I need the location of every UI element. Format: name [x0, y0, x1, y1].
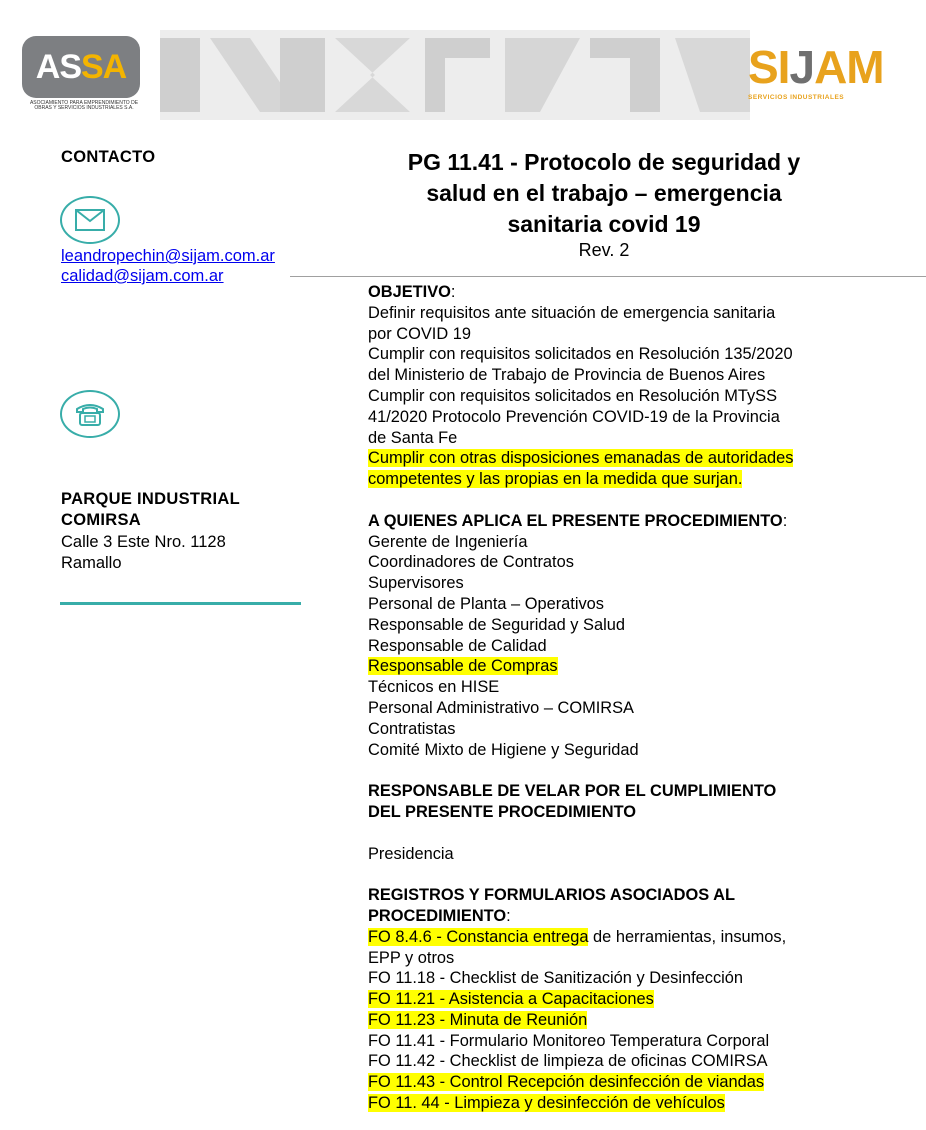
assa-logo-letters-a: AS	[35, 47, 81, 86]
location-heading-line-2: COMIRSA	[61, 511, 142, 529]
aplica-item: Responsable de Seguridad y Salud	[368, 615, 625, 634]
email-link-leandropechin[interactable]: leandropechin@sijam.com.ar	[61, 247, 275, 265]
aplica-item: Técnicos en HISE	[368, 678, 500, 697]
aplica-item: Gerente de Ingeniería	[368, 532, 528, 551]
document-title-line-3: sanitaria covid 19	[507, 211, 701, 237]
registro-fo1121: FO 11.21 - Asistencia a Capacitaciones	[368, 990, 654, 1009]
document-body	[368, 282, 848, 1114]
registros-heading-line-2-wrap	[368, 906, 848, 927]
responsable-heading-line-1: RESPONSABLE DE VELAR POR EL CUMPLIMIENTO	[368, 782, 777, 801]
assa-logo	[22, 36, 140, 98]
registro-fo1118: FO 11.18 - Checklist de Sanitización y Desinfección	[368, 969, 744, 988]
aplica-item: Personal Administrativo – COMIRSA	[368, 698, 634, 717]
registro-fo846	[368, 927, 848, 948]
responsable-value: Presidencia	[368, 844, 454, 863]
envelope-icon	[60, 196, 120, 244]
registro-fo1141: FO 11.41 - Formulario Monitoreo Temperatura Corporal	[368, 1031, 770, 1050]
sijam-logo-am: AM	[814, 41, 884, 93]
aplica-item: Responsable de Calidad	[368, 636, 547, 655]
objetivo-heading: OBJETIVO	[368, 283, 451, 301]
aplica-item: Contratistas	[368, 719, 456, 738]
objetivo-line: del Ministerio de Trabajo de Provincia de Buenos Aires	[368, 366, 766, 385]
aplica-item: Personal de Planta – Operativos	[368, 594, 604, 613]
location-heading	[61, 489, 240, 531]
aplica-item: Coordinadores de Contratos	[368, 553, 574, 572]
sijam-logo-j: J	[789, 41, 815, 93]
horizontal-divider	[290, 276, 926, 277]
document-revision: Rev. 2	[578, 240, 630, 260]
objetivo-line: Cumplir con requisitos solicitados en Resolución MTySS	[368, 386, 778, 405]
registro-fo1144: FO 11. 44 - Limpieza y desinfección de vehículos	[368, 1094, 725, 1113]
header-decorative-band	[160, 30, 750, 120]
objetivo-line: de Santa Fe	[368, 428, 458, 447]
objetivo-heading-line	[368, 282, 848, 303]
location-heading-line-1: PARQUE INDUSTRIAL	[61, 490, 240, 508]
aplica-item: Supervisores	[368, 574, 464, 593]
registro-fo1123: FO 11.23 - Minuta de Reunión	[368, 1010, 588, 1029]
objetivo-highlighted-line: competentes y las propias en la medida que surjan.	[368, 470, 743, 489]
registro-fo846-rest: de herramientas, insumos,	[588, 927, 787, 946]
aplica-item: Comité Mixto de Higiene y Seguridad	[368, 740, 639, 759]
document-title-block	[372, 147, 836, 260]
assa-logo-subtitle: ASOCIAMIENTO PARA EMPRENDIMIENTO DE OBRAS Y SERVICIOS INDUSTRIALES S.A.	[29, 100, 139, 111]
sidebar-divider	[60, 602, 301, 605]
address-city: Ramallo	[61, 554, 122, 572]
telephone-icon	[60, 390, 120, 438]
assa-logo-letters-b: SA	[81, 47, 127, 86]
document-title	[372, 147, 836, 240]
aplica-heading-line	[368, 511, 848, 532]
registro-fo846-highlight: FO 8.4.6 - Constancia entrega	[368, 927, 589, 946]
aplica-heading-colon: :	[782, 511, 788, 530]
sijam-logo-si: SI	[748, 41, 790, 93]
objetivo-line: Definir requisitos ante situación de emergencia sanitaria	[368, 303, 776, 322]
registro-fo1143: FO 11.43 - Control Recepción desinfección de viandas	[368, 1073, 765, 1092]
aplica-item-highlighted: Responsable de Compras	[368, 657, 558, 676]
address-street: Calle 3 Este Nro. 1128	[61, 533, 226, 551]
document-title-line-2: salud en el trabajo – emergencia	[426, 180, 782, 206]
email-link-calidad[interactable]: calidad@sijam.com.ar	[61, 267, 224, 285]
registros-heading-line-1: REGISTROS Y FORMULARIOS ASOCIADOS AL	[368, 886, 735, 905]
objetivo-heading-colon: :	[450, 283, 456, 301]
objetivo-line: por COVID 19	[368, 324, 471, 343]
objetivo-line: 41/2020 Protocolo Prevención COVID-19 de la Provincia	[368, 407, 780, 426]
registro-fo1142: FO 11.42 - Checklist de limpieza de oficinas COMIRSA	[368, 1052, 768, 1071]
aplica-heading: A QUIENES APLICA EL PRESENTE PROCEDIMIENTO	[368, 511, 783, 530]
registros-heading-line-2: PROCEDIMIENTO	[368, 906, 507, 925]
contact-heading: CONTACTO	[61, 148, 156, 166]
objetivo-line: Cumplir con requisitos solicitados en Resolución 135/2020	[368, 345, 793, 364]
sijam-logo	[748, 40, 898, 104]
document-title-line-1: PG 11.41 - Protocolo de seguridad y	[407, 149, 801, 175]
registro-fo846-continuation: EPP y otros	[368, 948, 455, 967]
sijam-logo-subtitle: SERVICIOS INDUSTRIALES	[748, 94, 845, 101]
objetivo-highlighted-line: Cumplir con otras disposiciones emanadas de autoridades	[368, 449, 794, 468]
responsable-heading-line-2: DEL PRESENTE PROCEDIMIENTO	[368, 802, 637, 821]
registros-heading-colon: :	[506, 906, 511, 925]
